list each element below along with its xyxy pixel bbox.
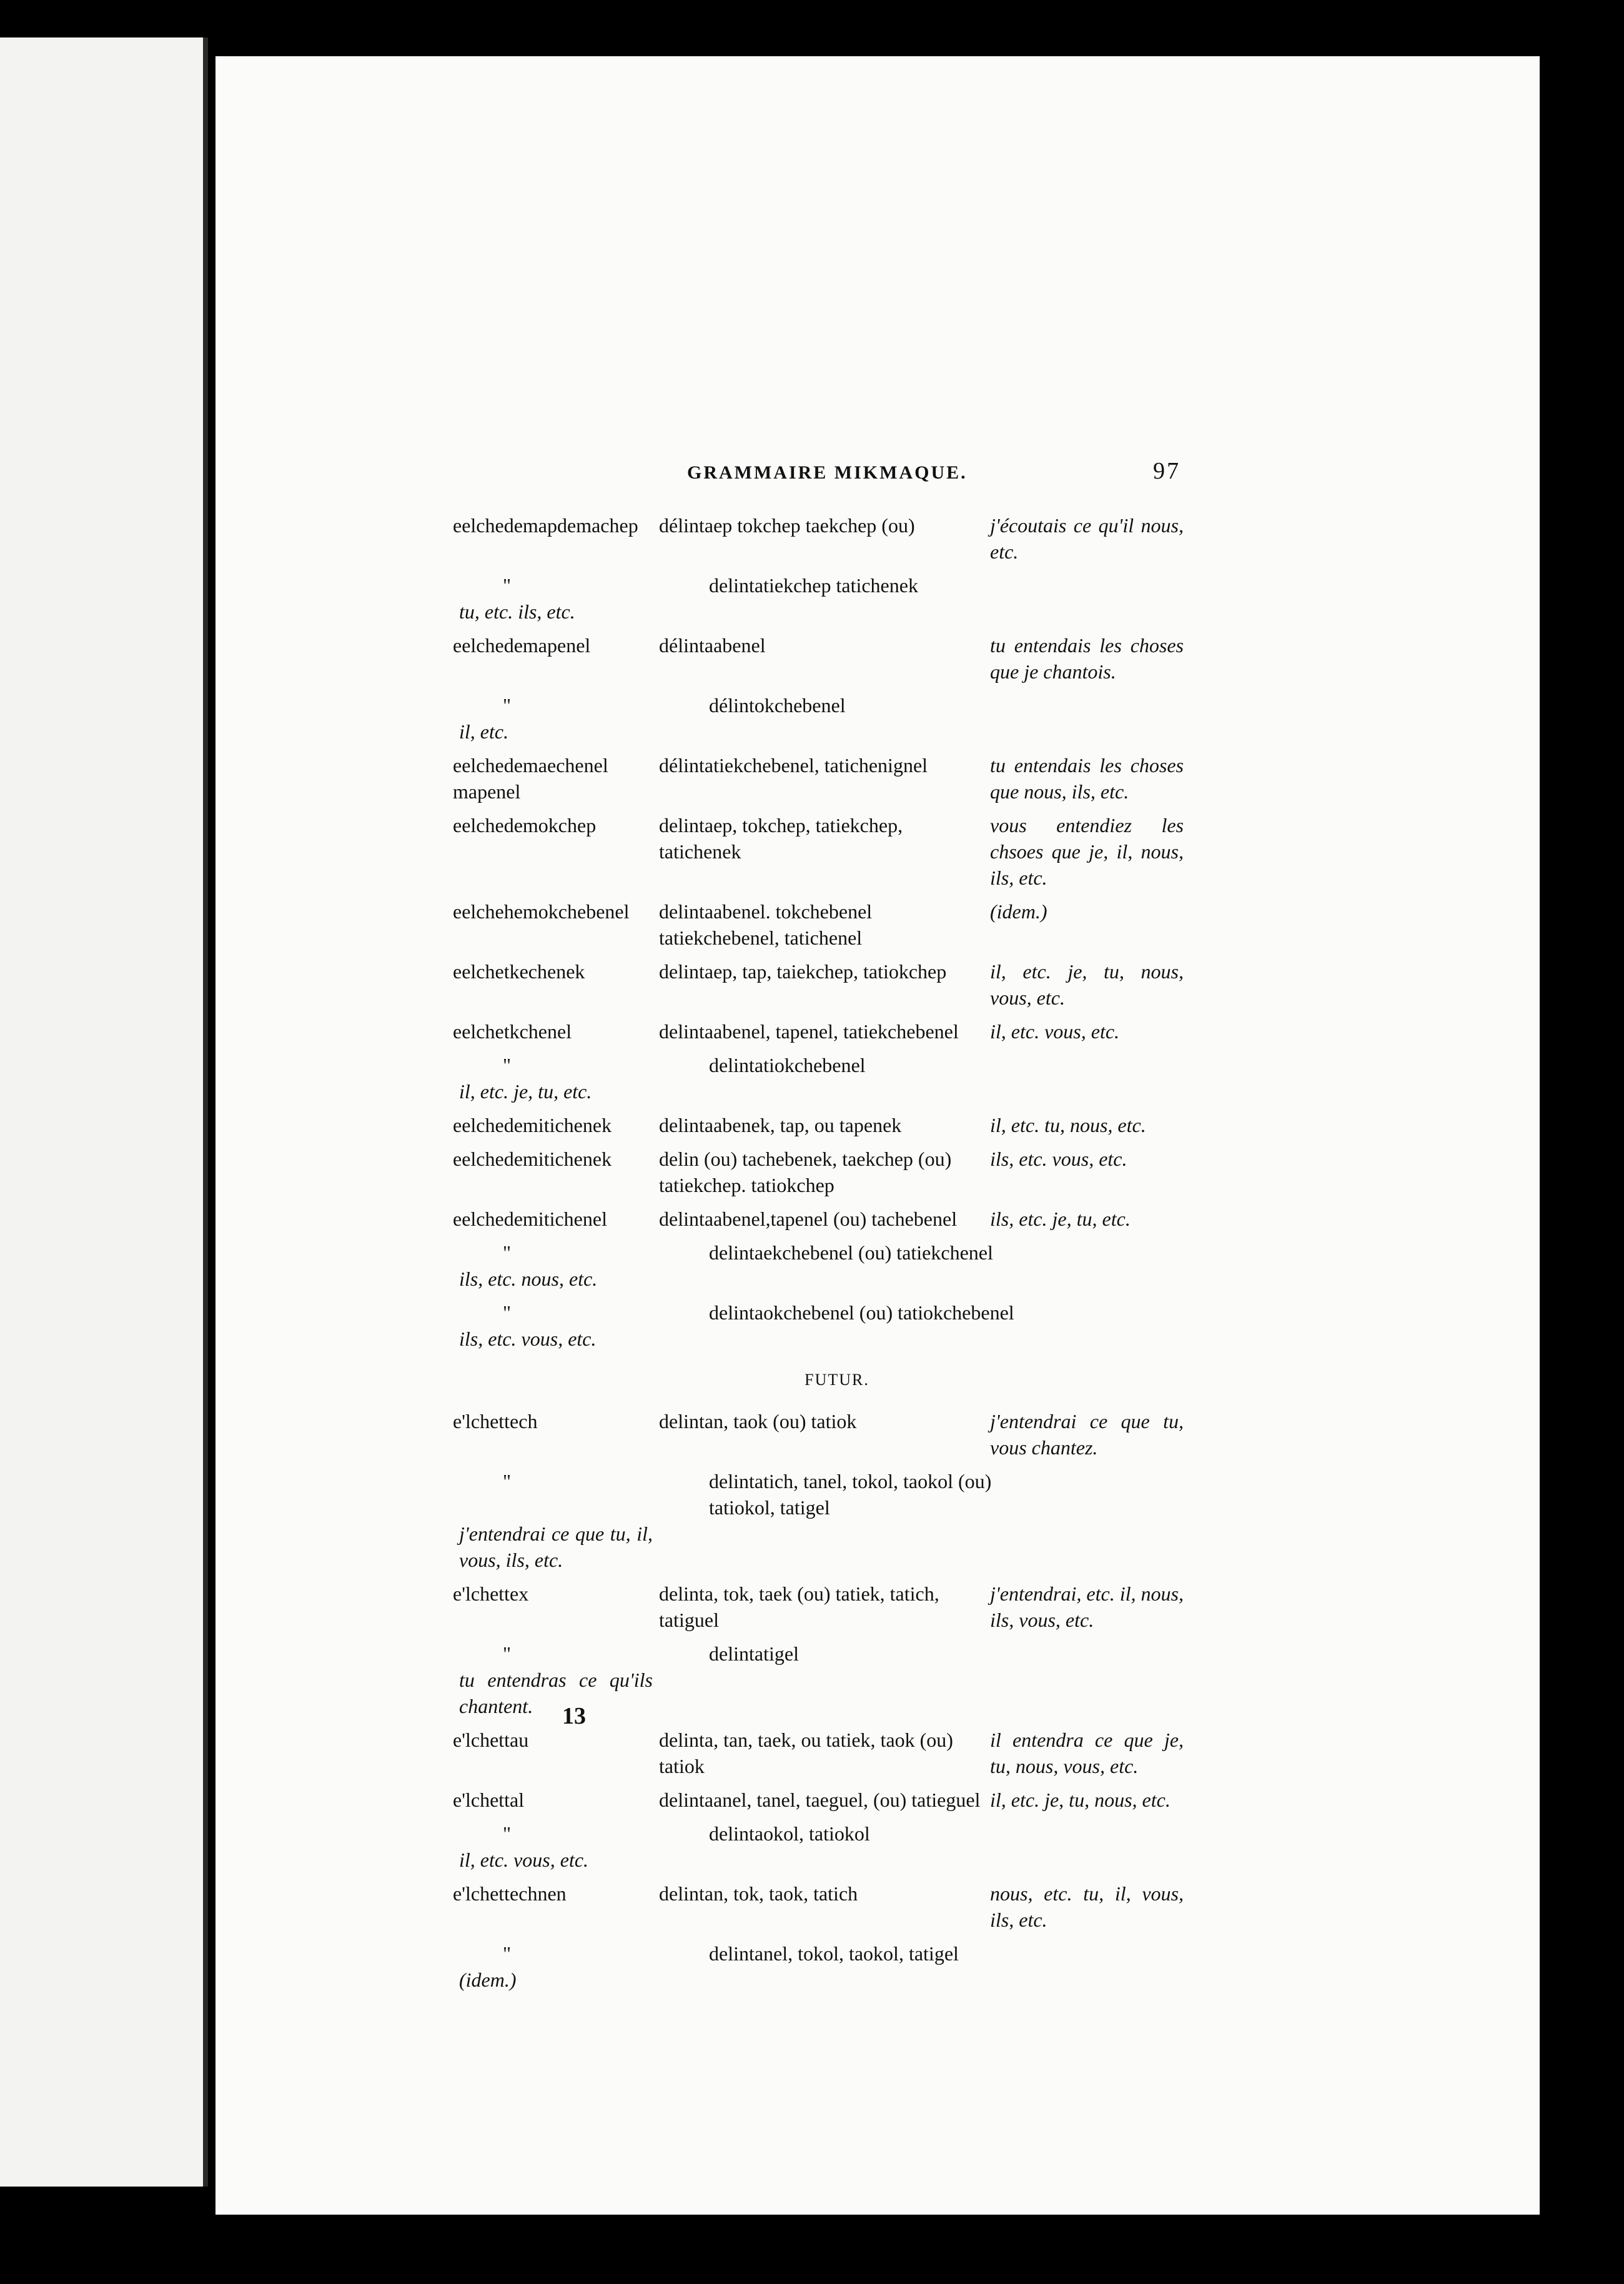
table-row [453,1820,1184,1873]
table-row [453,898,1184,951]
french-gloss: j'écoutais ce qu'il nous, etc. [990,514,1184,563]
table-row [453,1112,1184,1138]
mikmaq-form: " [503,1470,512,1492]
mikmaq-form: " [503,1054,512,1076]
conjugation-table [453,512,1184,2000]
french-gloss: j'entendrai ce que tu, il, vous, ils, etc. [459,1522,653,1571]
table-row [453,1018,1184,1045]
verb-form: delintaabenel, tapenel, tatiekchebenel [659,1020,959,1043]
table-row [453,1206,1184,1232]
left-facing-page [0,37,208,2187]
mikmaq-form: e'lchettal [453,1789,525,1811]
french-gloss: j'entendrai ce que tu, vous chantez. [990,1410,1184,1459]
table-row [453,692,1184,745]
mikmaq-form: " [503,1942,512,1965]
mikmaq-form: eelchedemapdemachep [453,514,638,537]
table-row [453,1880,1184,1933]
verb-form: delintatiekchep tatichenek [709,574,918,597]
verb-form: délintokchebenel [709,694,846,717]
verb-form: delintaokchebenel (ou) tatiokchebenel [709,1301,1014,1324]
french-gloss: tu entendais les choses que je chantois. [990,634,1184,683]
mikmaq-form: eelchedemokchep [453,814,597,837]
mikmaq-form: eelchedemitichenek [453,1148,612,1170]
mikmaq-form: " [503,1822,512,1845]
table-row [453,1581,1184,1633]
table-row [453,512,1184,565]
verb-form: delintaabenel. tokchebenel tatiekchebenel, tatichenel [659,900,873,949]
verb-form: delintaanel, tanel, taeguel, (ou) tatieguel [659,1789,981,1811]
verb-form: délintaabenel [659,634,766,657]
table-row [453,1408,1184,1461]
table-row [453,1468,1184,1573]
mikmaq-form: " [503,694,512,717]
french-gloss: ils, etc. vous, etc. [990,1148,1127,1170]
verb-form: délintatiekchebenel, tatichenignel [659,754,928,777]
verb-form: delintaokol, tatiokol [709,1822,870,1845]
french-gloss: il, etc. je, tu, nous, etc. [990,1789,1171,1811]
table-row [453,1787,1184,1813]
mikmaq-form: e'lchettechnen [453,1882,567,1905]
french-gloss: il, etc. [459,720,509,743]
french-gloss: ils, etc. nous, etc. [459,1268,598,1290]
mikmaq-form: eelchehemokchebenel [453,900,630,923]
mikmaq-form: " [503,1241,512,1264]
table-row [453,1052,1184,1105]
verb-form: delintatich, tanel, tokol, taokol (ou) tatiokol, tatigel [709,1470,992,1519]
table-row [453,1727,1184,1779]
table-row [453,632,1184,685]
mikmaq-form: e'lchettech [453,1410,538,1432]
french-gloss: ils, etc. vous, etc. [459,1328,597,1350]
french-gloss: tu, etc. ils, etc. [459,600,575,623]
mikmaq-form: eelchedemapenel [453,634,591,657]
verb-form: delintaabenel,tapenel (ou) tachebenel [659,1208,958,1230]
french-gloss: tu entendras ce qu'ils chantent. [459,1669,653,1717]
running-title: GRAMMAIRE MIKMAQUE. [687,462,968,483]
verb-form: delintatiokchebenel [709,1054,866,1076]
french-gloss: il, etc. je, tu, etc. [459,1080,592,1103]
verb-form: délintaep tokchep taekchep (ou) [659,514,915,537]
page-number: 97 [1153,458,1181,484]
verb-form: delintaabenek, tap, ou tapenek [659,1114,902,1136]
table-row [453,812,1184,891]
table-row [453,752,1184,805]
french-gloss: il, etc. tu, nous, etc. [990,1114,1146,1136]
mikmaq-form: eelchedemitichenel [453,1208,607,1230]
french-gloss: j'entendrai, etc. il, nous, ils, vous, etc. [990,1582,1184,1631]
mikmaq-form: " [503,1301,512,1324]
french-gloss: il, etc. vous, etc. [459,1849,589,1871]
table-row [453,958,1184,1011]
verb-form: delin (ou) tachebenek, taekchep (ou) tatiekchep. tatiokchep [659,1148,952,1196]
section-heading: FUTUR. [805,1371,869,1389]
verb-form: delinta, tan, taek, ou tatiek, taok (ou) tatiok [659,1729,953,1777]
mikmaq-form: eelchedemaechenel mapenel [453,754,608,803]
verb-form: delinta, tok, taek (ou) tatiek, tatich, tatiguel [659,1582,939,1631]
french-gloss: tu entendais les choses que nous, ils, etc. [990,754,1184,803]
french-gloss: (idem.) [990,900,1047,923]
mikmaq-form: " [503,574,512,597]
verb-form: delintanel, tokol, taokol, tatigel [709,1942,959,1965]
mikmaq-form: eelchetkechenek [453,960,585,983]
table-row [453,1299,1184,1352]
table-row [453,1239,1184,1292]
verb-form: delintaep, tokchep, tatiekchep, tatichenek [659,814,903,863]
verb-form: delintaep, tap, taiekchep, tatiokchep [659,960,947,983]
mikmaq-form: eelchedemitichenek [453,1114,612,1136]
table-row [453,1940,1184,1993]
verb-form: delintatigel [709,1642,799,1665]
french-gloss: il entendra ce que je, tu, nous, vous, etc. [990,1729,1184,1777]
mikmaq-form: " [503,1642,512,1665]
french-gloss: il, etc. vous, etc. [990,1020,1120,1043]
french-gloss: vous entendiez les chsoes que je, il, nous, ils, etc. [990,814,1184,889]
french-gloss: il, etc. je, tu, nous, vous, etc. [990,960,1184,1009]
french-gloss: nous, etc. tu, il, vous, ils, etc. [990,1882,1184,1931]
mikmaq-form: e'lchettex [453,1582,529,1605]
table-row [453,1146,1184,1198]
mikmaq-form: e'lchettau [453,1729,529,1751]
signature-mark: 13 [562,1703,586,1729]
verb-form: delintan, tok, taok, tatich [659,1882,858,1905]
verb-form: delintaekchebenel (ou) tatiekchenel [709,1241,993,1264]
french-gloss: ils, etc. je, tu, etc. [990,1208,1131,1230]
french-gloss: (idem.) [459,1969,517,1991]
table-row [453,572,1184,625]
mikmaq-form: eelchetkchenel [453,1020,572,1043]
verb-form: delintan, taok (ou) tatiok [659,1410,857,1432]
